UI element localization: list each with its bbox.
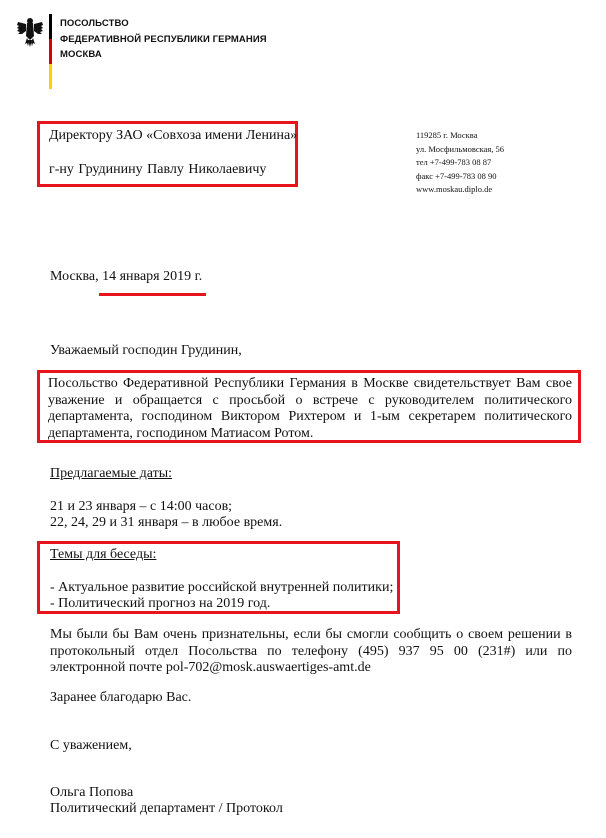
eagle-emblem-icon [16, 16, 44, 48]
request-line: протокольный отдел Посольства по телефону (495) 937 95 00 (231#) или по [50, 643, 572, 659]
date-city: Москва, [50, 269, 103, 284]
embassy-header [60, 16, 267, 63]
proposed-dates-line-2: 22, 24, 29 и 31 января – в любое время. [50, 515, 283, 530]
topic-item-1: - Актуальное развитие российской внутренней политики; [50, 580, 394, 595]
proposed-dates-label: Предлагаемые даты: [50, 466, 173, 481]
paragraph-line: Посольство Федеративной Республики Германия в Москве свидетельствует Вам свое [48, 376, 572, 391]
paragraph-line: департамента, господином Матиасом Ротом. [48, 425, 314, 441]
letter-date [50, 269, 202, 285]
date-value: 14 января 2019 г. [102, 269, 203, 284]
header-line-2: ФЕДЕРАТИВНОЙ РЕСПУБЛИКИ ГЕРМАНИЯ [60, 33, 267, 45]
german-flag-bar [49, 14, 52, 89]
date-highlight-underline [99, 293, 206, 296]
address-web: www.moskau.diplo.de [416, 184, 493, 194]
closing-line: С уважением, [50, 738, 132, 753]
recipient-line-1: Директору ЗАО «Совхоза имени Ленина» [49, 128, 298, 143]
address-street: ул. Мосфильмовская, 56 [416, 143, 505, 154]
request-paragraph [50, 627, 572, 677]
request-line: электронной почте pol-702@mosk.auswaertiges-amt.de [50, 660, 371, 675]
header-line-3: МОСКВА [60, 49, 102, 60]
request-line: Мы были бы Вам очень признательны, если бы смогли сообщить о своем решении в [50, 627, 572, 642]
topics-label: Темы для беседы: [50, 547, 157, 562]
paragraph-line: уважение и обращается с просьбой о встрече с руководителем политического [48, 392, 572, 408]
thanks-line: Заранее благодарю Вас. [50, 690, 192, 705]
signature-department: Политический департамент / Протокол [50, 801, 283, 816]
main-paragraph [48, 376, 572, 442]
address-postcode-city: 119285 г. Москва [416, 130, 478, 140]
proposed-dates-line-1: 21 и 23 января – с 14:00 часов; [50, 499, 233, 514]
greeting: Уважаемый господин Грудинин, [50, 343, 242, 358]
topic-item-2: - Политический прогноз на 2019 год. [50, 596, 271, 611]
signature-name: Ольга Попова [50, 785, 134, 800]
paragraph-line: департамента, господином Виктором Рихтером и 1-ым секретарем политического [48, 409, 572, 424]
address-phone: тел +7-499-783 08 87 [416, 157, 492, 167]
address-fax: факс +7-499-783 08 90 [416, 170, 497, 181]
embassy-address [416, 129, 504, 197]
recipient-line-2: г-ну Грудинину Павлу Николаевичу [49, 162, 267, 177]
header-line-1: ПОСОЛЬСТВО [60, 18, 129, 29]
